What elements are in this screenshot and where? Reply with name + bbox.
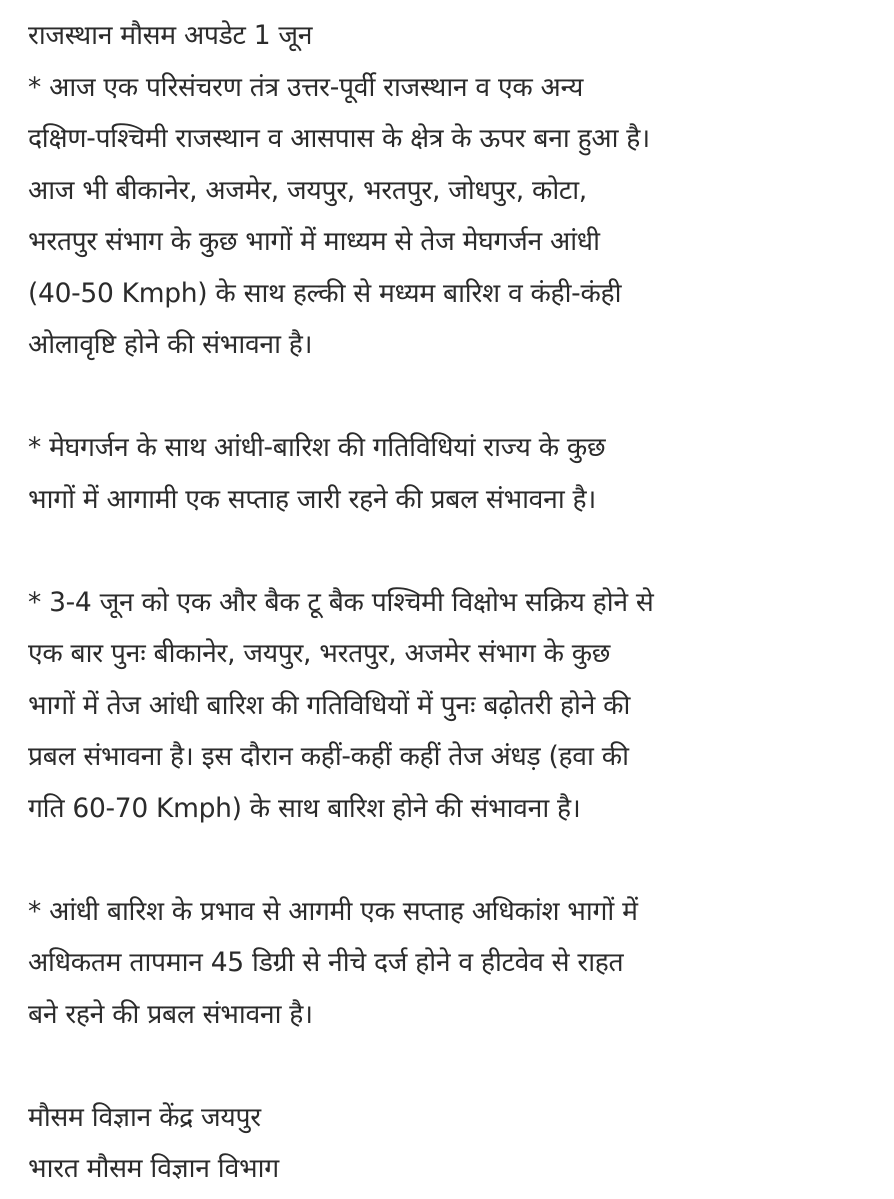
paragraph-gap <box>28 1040 886 1092</box>
paragraph-line: भागों में आगामी एक सप्ताह जारी रहने की प्रबल संभावना है। <box>28 483 597 515</box>
paragraph-line: ओलावृष्टि होने की संभावना है। <box>28 329 313 360</box>
weather-update-document <box>28 10 886 1195</box>
paragraph-western-disturbance <box>28 577 886 835</box>
paragraph-line: (40-50 Kmph) के साथ हल्की से मध्यम बारिश व कंही-कंही <box>28 277 622 309</box>
signature-block <box>28 1092 886 1195</box>
paragraph-line: बने रहने की प्रबल संभावना है। <box>28 998 313 1030</box>
paragraph-line: * 3-4 जून को एक और बैक टू बैक पश्चिमी विक्षोभ सक्रिय होने से <box>28 586 654 618</box>
paragraph-line: * मेघगर्जन के साथ आंधी-बारिश की गतिविधियां राज्य के कुछ <box>28 432 606 463</box>
paragraph-circulation-system <box>28 62 886 371</box>
document-title: राजस्थान मौसम अपडेट 1 जून <box>28 20 313 51</box>
paragraph-line: भागों में तेज आंधी बारिश की गतिविधियों में पुनः बढ़ोतरी होने की <box>28 689 631 721</box>
paragraph-line: गति 60-70 Kmph) के साथ बारिश होने की संभावना है। <box>28 792 581 824</box>
signature-department: भारत मौसम विज्ञान विभाग <box>28 1153 279 1184</box>
paragraph-line: * आज एक परिसंचरण तंत्र उत्तर-पूर्वी राजस्थान व एक अन्य <box>28 71 584 103</box>
paragraph-line: प्रबल संभावना है। इस दौरान कहीं-कहीं कहीं तेज अंधड़ (हवा की <box>28 741 629 772</box>
paragraph-line: दक्षिण-पश्चिमी राजस्थान व आसपास के क्षेत्र के ऊपर बना हुआ है। <box>28 123 650 154</box>
paragraph-line: * आंधी बारिश के प्रभाव से आगमी एक सप्ताह अधिकांश भागों में <box>28 895 638 927</box>
paragraph-line: भरतपुर संभाग के कुछ भागों में माध्यम से तेज मेघगर्जन आंधी <box>28 226 600 257</box>
paragraph-line: अधिकतम तापमान 45 डिग्री से नीचे दर्ज होने व हीटवेव से राहत <box>28 947 624 978</box>
paragraph-gap <box>28 834 886 886</box>
signature-office: मौसम विज्ञान केंद्र जयपुर <box>28 1101 261 1133</box>
paragraph-gap <box>28 371 886 423</box>
paragraph-line: एक बार पुनः बीकानेर, जयपुर, भरतपुर, अजमेर संभाग के कुछ <box>28 638 611 669</box>
paragraph-thunderstorm-activity <box>28 422 886 525</box>
paragraph-gap <box>28 525 886 577</box>
paragraph-line: आज भी बीकानेर, अजमेर, जयपुर, भरतपुर, जोधपुर, कोटा, <box>28 174 587 206</box>
paragraph-temperature-relief <box>28 886 886 1041</box>
